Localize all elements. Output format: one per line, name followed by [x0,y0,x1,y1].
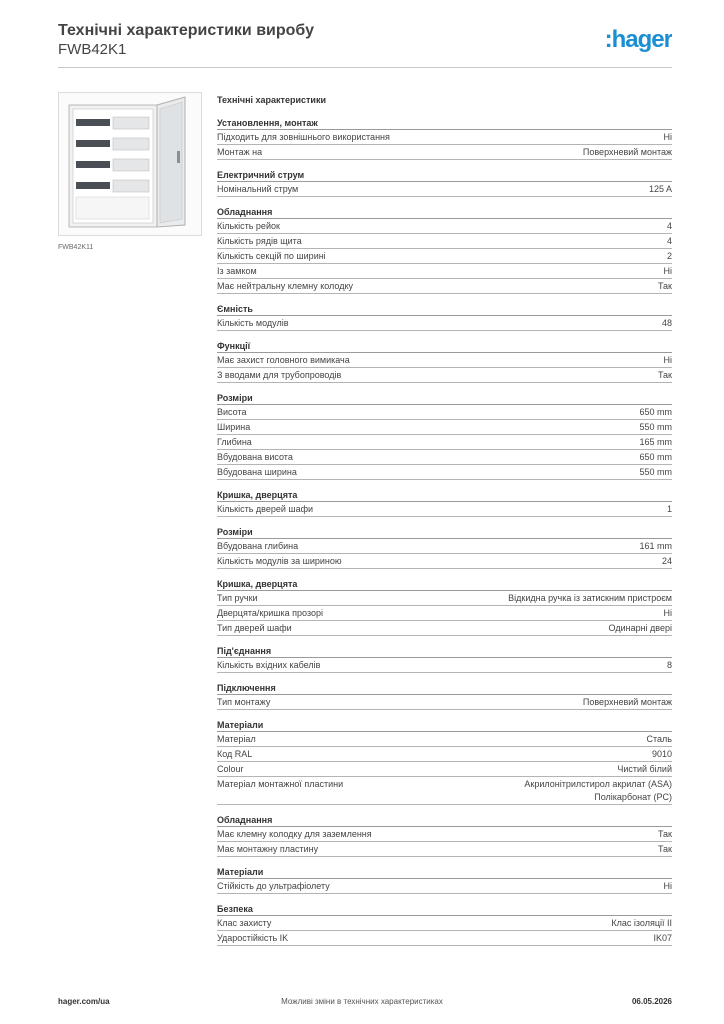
spec-label: Кількість рейок [217,221,280,231]
spec-label: Номінальний струм [217,184,299,194]
spec-value: Так [657,829,672,839]
spec-value: 550 mm [639,422,672,432]
spec-row [217,450,672,465]
spec-value: 4 [666,221,672,231]
spec-label: Кількість рядів щита [217,236,302,246]
spec-row [217,316,672,331]
spec-label: Стійкість до ультрафіолету [217,881,330,891]
spec-value: Ні [663,266,672,276]
spec-group [217,645,672,673]
spec-group-title: Підключення [217,682,672,695]
spec-label: Висота [217,407,247,417]
spec-group-title: Розміри [217,526,672,539]
spec-label: Має монтажну пластину [217,844,319,854]
spec-label: Глибина [217,437,252,447]
spec-row [217,842,672,857]
spec-value: Поверхневий монтаж [582,697,672,707]
spec-value: 550 mm [639,467,672,477]
spec-value: 1 [666,504,672,514]
spec-value: Ні [663,881,672,891]
spec-row [217,130,672,145]
spec-value: IK07 [653,933,672,943]
spec-label: Вбудована висота [217,452,293,462]
spec-group [217,719,672,805]
hager-logo [592,26,672,54]
spec-row [217,554,672,569]
spec-group-title: Обладнання [217,814,672,827]
spec-row [217,732,672,747]
spec-group [217,814,672,857]
spec-label: Кількість вхідних кабелів [217,660,321,670]
spec-group [217,303,672,331]
spec-row [217,368,672,383]
spec-value: Акрилонітрилстирол акрилат (ASA) Полікарбонат (PC) [524,779,672,802]
spec-label: Має захист головного вимикача [217,355,350,365]
spec-row [217,931,672,946]
spec-row [217,145,672,160]
spec-label: Має клемну колодку для заземлення [217,829,372,839]
spec-group [217,117,672,160]
spec-label: Кількість модулів за шириною [217,556,342,566]
spec-row [217,762,672,777]
spec-label: Код RAL [217,749,253,759]
spec-label: Підходить для зовнішнього використання [217,132,390,142]
spec-label: Матеріал монтажної пластини [217,779,344,789]
spec-value: Одинарні двері [608,623,672,633]
spec-row [217,606,672,621]
spec-group-title: Матеріали [217,719,672,732]
spec-group [217,903,672,946]
svg-text::hager: :hager [604,26,672,53]
spec-group-title: Установлення, монтаж [217,117,672,130]
spec-label: Із замком [217,266,257,276]
spec-group-title: Кришка, дверцята [217,489,672,502]
spec-value: 650 mm [639,452,672,462]
spec-row [217,435,672,450]
footer-date: 06.05.2026 [631,997,672,1006]
spec-group [217,866,672,894]
spec-row [217,353,672,368]
spec-group-title: Під'єднання [217,645,672,658]
spec-label: Має нейтральну клемну колодку [217,281,353,291]
spec-value: 2 [666,251,672,261]
spec-group-title: Кришка, дверцята [217,578,672,591]
spec-row [217,420,672,435]
footer-website[interactable]: hager.com/ua [58,997,110,1006]
page-header [58,22,672,68]
spec-value: Ні [663,355,672,365]
spec-row [217,465,672,480]
spec-row [217,695,672,710]
spec-label: Вбудована ширина [217,467,297,477]
spec-label: Матеріал [217,734,256,744]
spec-row [217,234,672,249]
spec-label: Клас захисту [217,918,272,928]
spec-value: 24 [661,556,672,566]
spec-group [217,578,672,636]
spec-row [217,777,672,805]
spec-label: Ширина [217,422,251,432]
spec-value: 4 [666,236,672,246]
spec-row [217,249,672,264]
spec-group [217,169,672,197]
spec-label: Монтаж на [217,147,263,157]
spec-value: Поверхневий монтаж [582,147,672,157]
page-title: Технічні характеристики виробу [58,22,314,39]
spec-label: Дверцята/кришка прозорі [217,608,323,618]
spec-row [217,219,672,234]
spec-value: 48 [661,318,672,328]
spec-value: Так [657,370,672,380]
spec-row [217,879,672,894]
spec-value: 125 A [648,184,672,194]
spec-label: Colour [217,764,244,774]
spec-value: 650 mm [639,407,672,417]
spec-group-title: Функції [217,340,672,353]
spec-value: Сталь [646,734,672,744]
spec-value: Ні [663,608,672,618]
spec-group [217,340,672,383]
spec-group [217,489,672,517]
spec-label: Кількість дверей шафи [217,504,314,514]
footer-notice: Можливі зміни в технічних характеристиках [281,997,443,1006]
spec-group [217,392,672,480]
spec-group-title: Ємність [217,303,672,316]
spec-row [217,827,672,842]
spec-label: Тип монтажу [217,697,271,707]
spec-label: З вводами для трубопроводів [217,370,342,380]
spec-label: Кількість секцій по ширині [217,251,326,261]
spec-value: 9010 [651,749,672,759]
spec-row [217,621,672,636]
spec-row [217,591,672,606]
spec-group-title: Обладнання [217,206,672,219]
spec-group-title: Безпека [217,903,672,916]
spec-label: Вбудована глибина [217,541,299,551]
spec-row [217,264,672,279]
spec-row [217,539,672,554]
spec-group [217,526,672,569]
spec-value: Так [657,844,672,854]
image-caption: FWB42K11 [58,244,94,251]
spec-row [217,658,672,673]
spec-value: Ні [663,132,672,142]
spec-row [217,916,672,931]
spec-group-title: Розміри [217,392,672,405]
spec-group-title: Електричний струм [217,169,672,182]
specs-table [217,94,672,955]
spec-group [217,682,672,710]
product-code: FWB42K1 [58,41,127,58]
spec-row [217,182,672,197]
spec-row [217,279,672,294]
spec-group-title: Матеріали [217,866,672,879]
spec-value: Відкидна ручка із затискним пристроєм [508,593,672,603]
spec-label: Тип ручки [217,593,258,603]
spec-value: 8 [666,660,672,670]
enclosure-illustration [59,93,201,235]
spec-value: Клас ізоляції II [611,918,672,928]
spec-value: 165 mm [639,437,672,447]
spec-label: Ударостійкість IK [217,933,289,943]
spec-group [217,206,672,294]
specs-title: Технічні характеристики [217,95,326,105]
spec-groups [217,117,672,946]
spec-row [217,502,672,517]
spec-row [217,747,672,762]
spec-value: Чистий білий [617,764,672,774]
spec-row [217,405,672,420]
spec-value: Так [657,281,672,291]
spec-label: Тип дверей шафи [217,623,292,633]
spec-label: Кількість модулів [217,318,289,328]
product-image [58,92,202,236]
spec-value: 161 mm [639,541,672,551]
